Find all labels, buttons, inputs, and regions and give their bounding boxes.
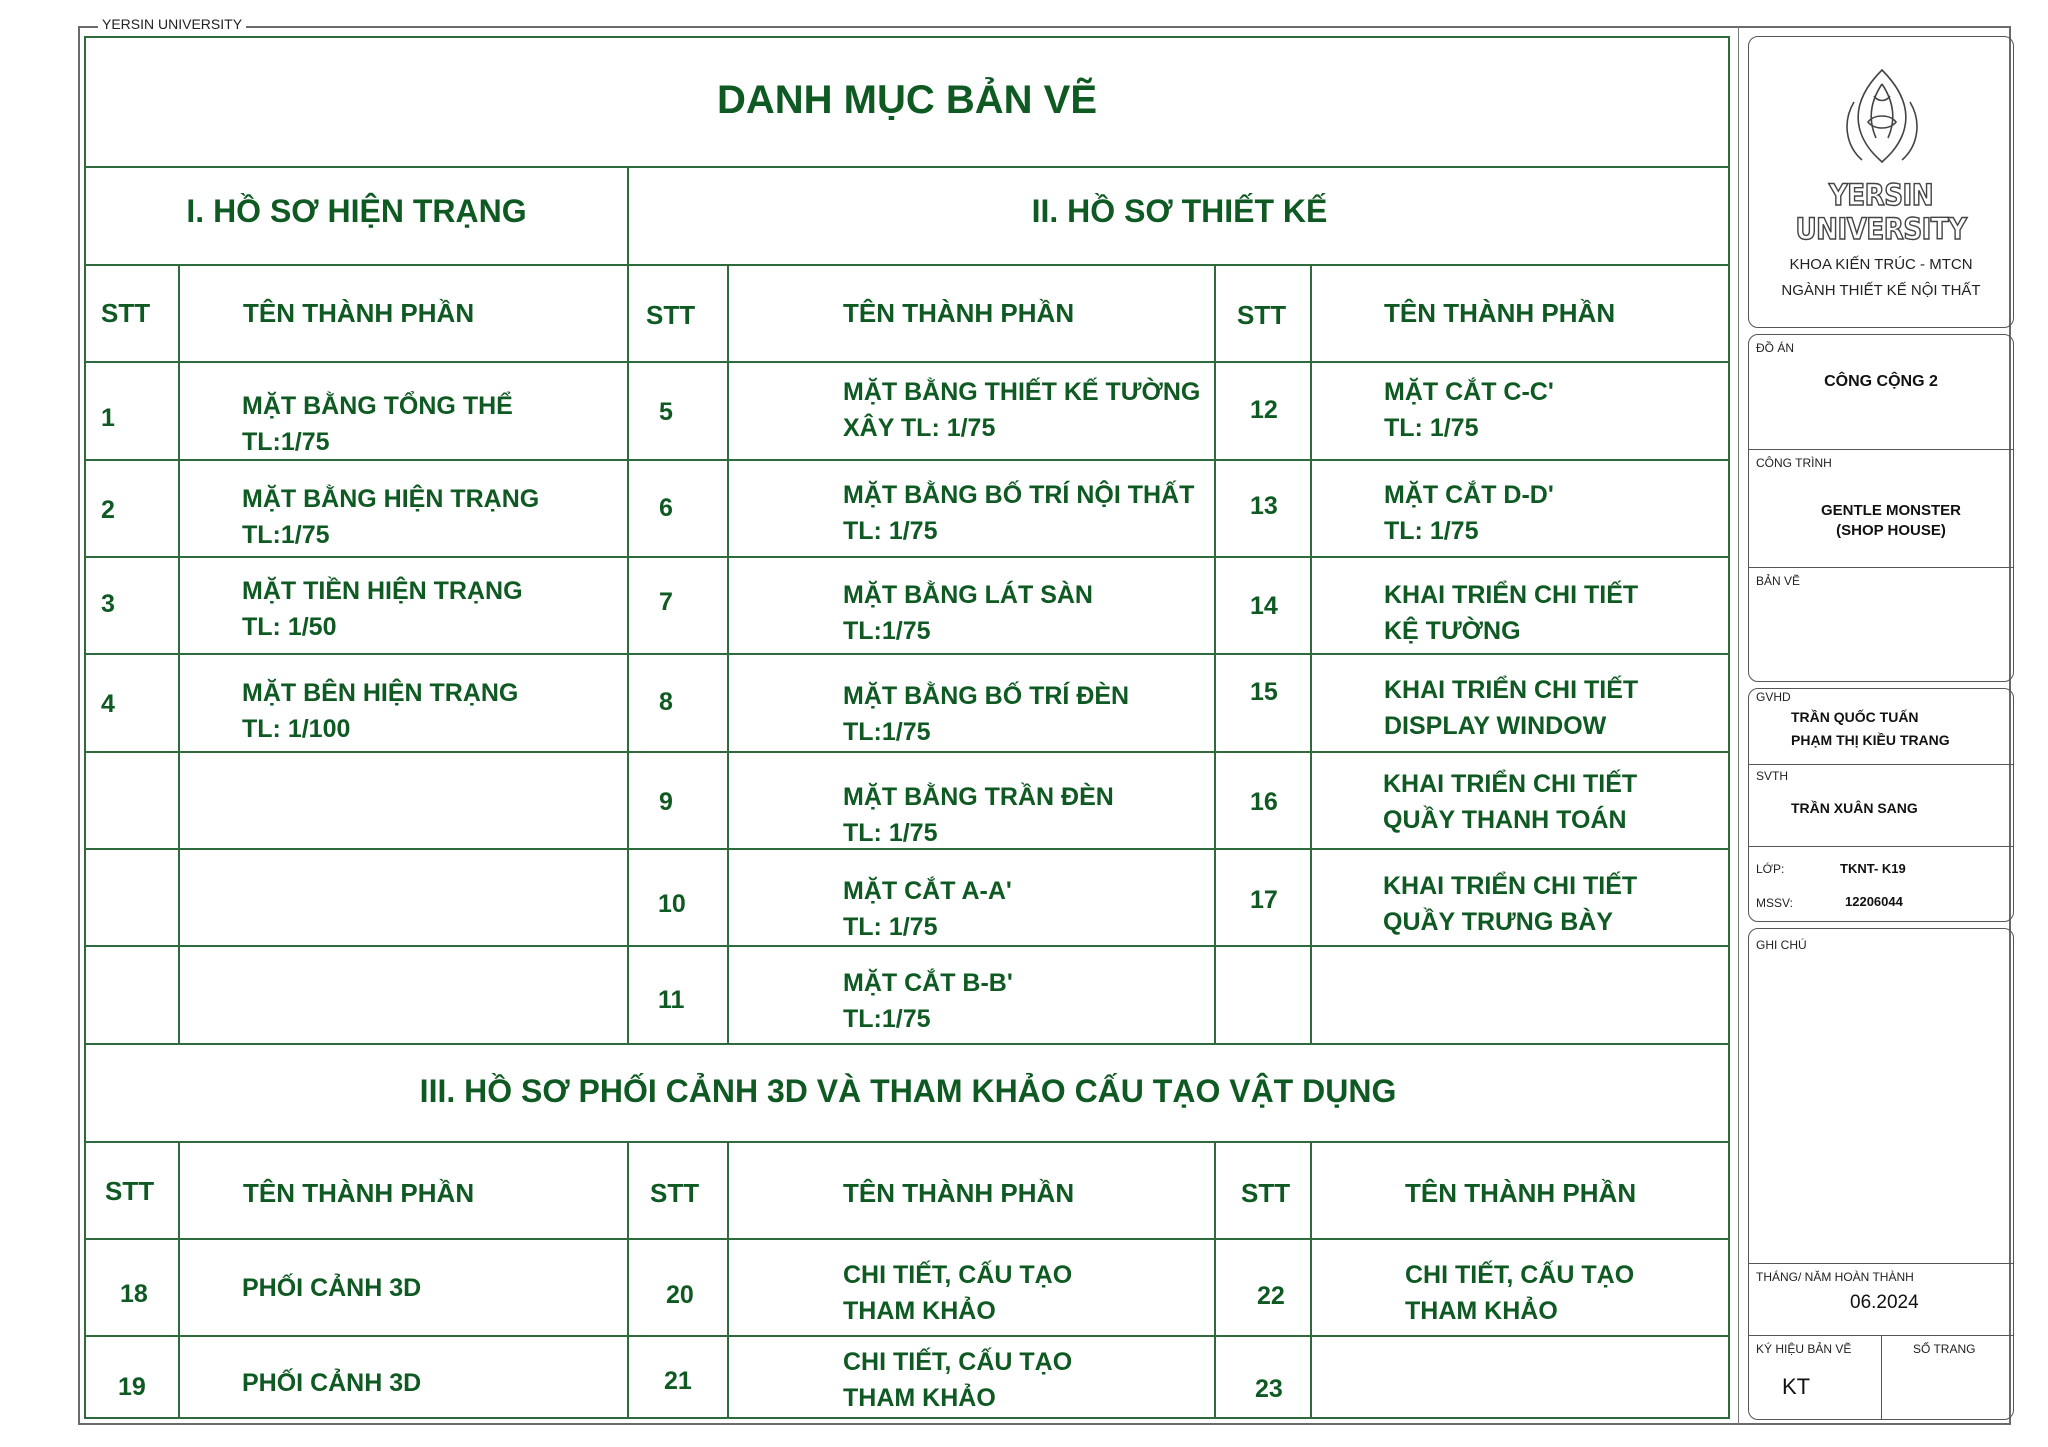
hline [86,361,1730,363]
column-header-name: TÊN THÀNH PHẦN [1384,298,1616,328]
row-number: 18 [120,1280,148,1308]
row-number: 6 [659,494,673,522]
so-trang-label: SỐ TRANG [1913,1342,1976,1356]
drawing-name: MẶT CẮT D-D' TL: 1/75 [1384,481,1554,545]
drawing-name: PHỐI CẢNH 3D [242,1274,422,1302]
vline [1214,1141,1216,1419]
hline [86,751,1730,753]
drawing-name: KHAI TRIỂN CHI TIẾT KỆ TƯỜNG [1384,581,1639,645]
vline [1310,1141,1312,1419]
row-number: 4 [101,690,115,718]
hline [86,945,1730,947]
row-number: 20 [666,1281,694,1309]
gvhd-label: GVHD [1756,690,1791,704]
hline [86,1335,1730,1337]
drawing-name: KHAI TRIỂN CHI TIẾT QUẦY TRƯNG BÀY [1383,872,1638,936]
column-header-stt: STT [101,298,151,328]
drawing-name: KHAI TRIỂN CHI TIẾT QUẦY THANH TOÁN [1383,770,1638,834]
row-number: 21 [664,1367,692,1395]
vline [178,1141,180,1419]
drawing-name: MẶT BÊN HIỆN TRẠNG TL: 1/100 [242,679,519,743]
column-header-stt: STT [105,1176,155,1206]
hline [86,1238,1730,1240]
row-number: 2 [101,496,115,524]
vline [178,264,180,1043]
university-logo-icon [1832,62,1932,172]
drawing-name: CHI TIẾT, CẤU TẠO THAM KHẢO [843,1261,1073,1325]
cong-trinh-value: GENTLE MONSTER [1820,502,1961,519]
vline [727,1141,729,1419]
drawing-name: MẶT CẮT A-A' TL: 1/75 [843,877,1012,941]
hline [86,264,1730,266]
hline [1748,846,2014,847]
gvhd-name-1: TRẦN QUỐC TUẤN [1791,709,1919,725]
drawing-name: CHI TIẾT, CẤU TẠO THAM KHẢO [1405,1261,1635,1325]
do-an-value: CÔNG CỘNG 2 [1824,373,1938,390]
faculty-name: KHOA KIẾN TRÚC - MTCN [1789,256,1973,273]
row-number: 14 [1250,592,1278,620]
hline [86,556,1730,558]
section-title-3d: III. HỒ SƠ PHỐI CẢNH 3D VÀ THAM KHẢO CẤU TẠO VẬT DỤNG [419,1073,1397,1109]
row-number: 5 [659,398,673,426]
ghi-chu-label: GHI CHÚ [1756,938,1807,952]
vline [627,166,629,1043]
title-block-divider [1738,26,1739,1425]
svth-label: SVTH [1756,769,1789,783]
row-number: 11 [658,986,685,1014]
row-number: 9 [659,788,673,816]
drawing-name: MẶT BẰNG BỐ TRÍ ĐÈN TL:1/75 [843,682,1130,746]
drawing-name: PHỐI CẢNH 3D [242,1369,422,1397]
row-number: 1 [101,404,115,432]
row-number: 10 [658,890,686,918]
vline [1881,1335,1882,1420]
mssv-value: 12206044 [1845,894,1903,909]
column-header-stt: STT [646,300,696,330]
vline [627,1141,629,1419]
column-header-name: TÊN THÀNH PHẦN [243,1178,475,1208]
drawing-name: KHAI TRIỂN CHI TIẾT DISPLAY WINDOW [1384,676,1639,740]
sheet-university-tag: YERSIN UNIVERSITY [98,16,246,32]
cong-trinh-subtitle: (SHOP HOUSE) [1836,522,1946,539]
ky-hieu-label: KÝ HIỆU BẢN VẼ [1756,1342,1852,1356]
row-number: 12 [1250,396,1278,424]
page-title: DANH MỤC BẢN VẼ [717,78,1097,122]
drawing-name: MẶT BẰNG BỐ TRÍ NỘI THẤT TL: 1/75 [843,481,1195,545]
vline [1310,264,1312,1043]
column-header-name: TÊN THÀNH PHẦN [243,298,475,328]
hline [86,166,1730,168]
drawing-name: MẶT TIỀN HIỆN TRẠNG TL: 1/50 [242,577,523,641]
row-number: 15 [1250,678,1278,706]
row-number: 22 [1257,1282,1285,1310]
drawing-name: MẶT BẰNG TRẦN ĐÈN TL: 1/75 [843,783,1114,847]
row-number: 7 [659,588,673,616]
section-title-design: II. HỒ SƠ THIẾT KẾ [1031,193,1328,229]
drawing-name: CHI TIẾT, CẤU TẠO THAM KHẢO [843,1348,1073,1412]
ky-hieu-value: KT [1782,1374,1811,1399]
university-logo-text: YERSIN UNIVERSITY [1795,178,1967,246]
drawing-name: MẶT CẮT C-C' TL: 1/75 [1384,378,1554,442]
do-an-label: ĐỒ ÁN [1756,341,1795,355]
lop-value: TKNT- K19 [1840,861,1906,876]
hline [86,1141,1730,1143]
column-header-name: TÊN THÀNH PHẦN [1405,1178,1637,1208]
hoan-thanh-value: 06.2024 [1850,1292,1919,1313]
vline [727,264,729,1043]
row-number: 13 [1250,492,1278,520]
hline [1748,567,2014,568]
row-number: 19 [118,1373,146,1401]
vline [1214,264,1216,1043]
hline [1748,449,2014,450]
drawing-name: MẶT BẰNG LÁT SÀN TL:1/75 [843,581,1093,645]
lop-label: LỚP: [1756,862,1785,876]
major-name: NGÀNH THIẾT KẾ NỘI THẤT [1781,282,1981,299]
column-header-name: TÊN THÀNH PHẦN [843,298,1075,328]
section-title-existing: I. HỒ SƠ HIỆN TRẠNG [186,193,527,229]
drawing-name: MẶT BẰNG HIỆN TRẠNG TL:1/75 [242,485,540,549]
hline [1748,1263,2014,1264]
mssv-label: MSSV: [1756,896,1793,910]
ban-ve-label: BẢN VẼ [1756,574,1801,588]
column-header-stt: STT [1237,300,1287,330]
hline [86,653,1730,655]
row-number: 16 [1250,788,1278,816]
hoan-thanh-label: THÁNG/ NĂM HOÀN THÀNH [1756,1270,1914,1284]
column-header-name: TÊN THÀNH PHẦN [843,1178,1075,1208]
hline [86,1043,1730,1045]
hline [1748,764,2014,765]
drawing-name: MẶT CẮT B-B' TL:1/75 [843,969,1013,1033]
drawing-name: MẶT BẰNG THIẾT KẾ TƯỜNG XÂY TL: 1/75 [843,378,1201,442]
cong-trinh-label: CÔNG TRÌNH [1756,456,1832,470]
gvhd-name-2: PHẠM THỊ KIỀU TRANG [1791,732,1950,748]
row-number: 8 [659,688,673,716]
svth-name: TRẦN XUÂN SANG [1791,800,1918,816]
drawing-name: MẶT BẰNG TỔNG THỂ TL:1/75 [242,392,513,456]
column-header-stt: STT [650,1178,700,1208]
row-number: 17 [1250,886,1278,914]
column-header-stt: STT [1241,1178,1291,1208]
row-number: 3 [101,590,115,618]
row-number: 23 [1255,1375,1283,1403]
